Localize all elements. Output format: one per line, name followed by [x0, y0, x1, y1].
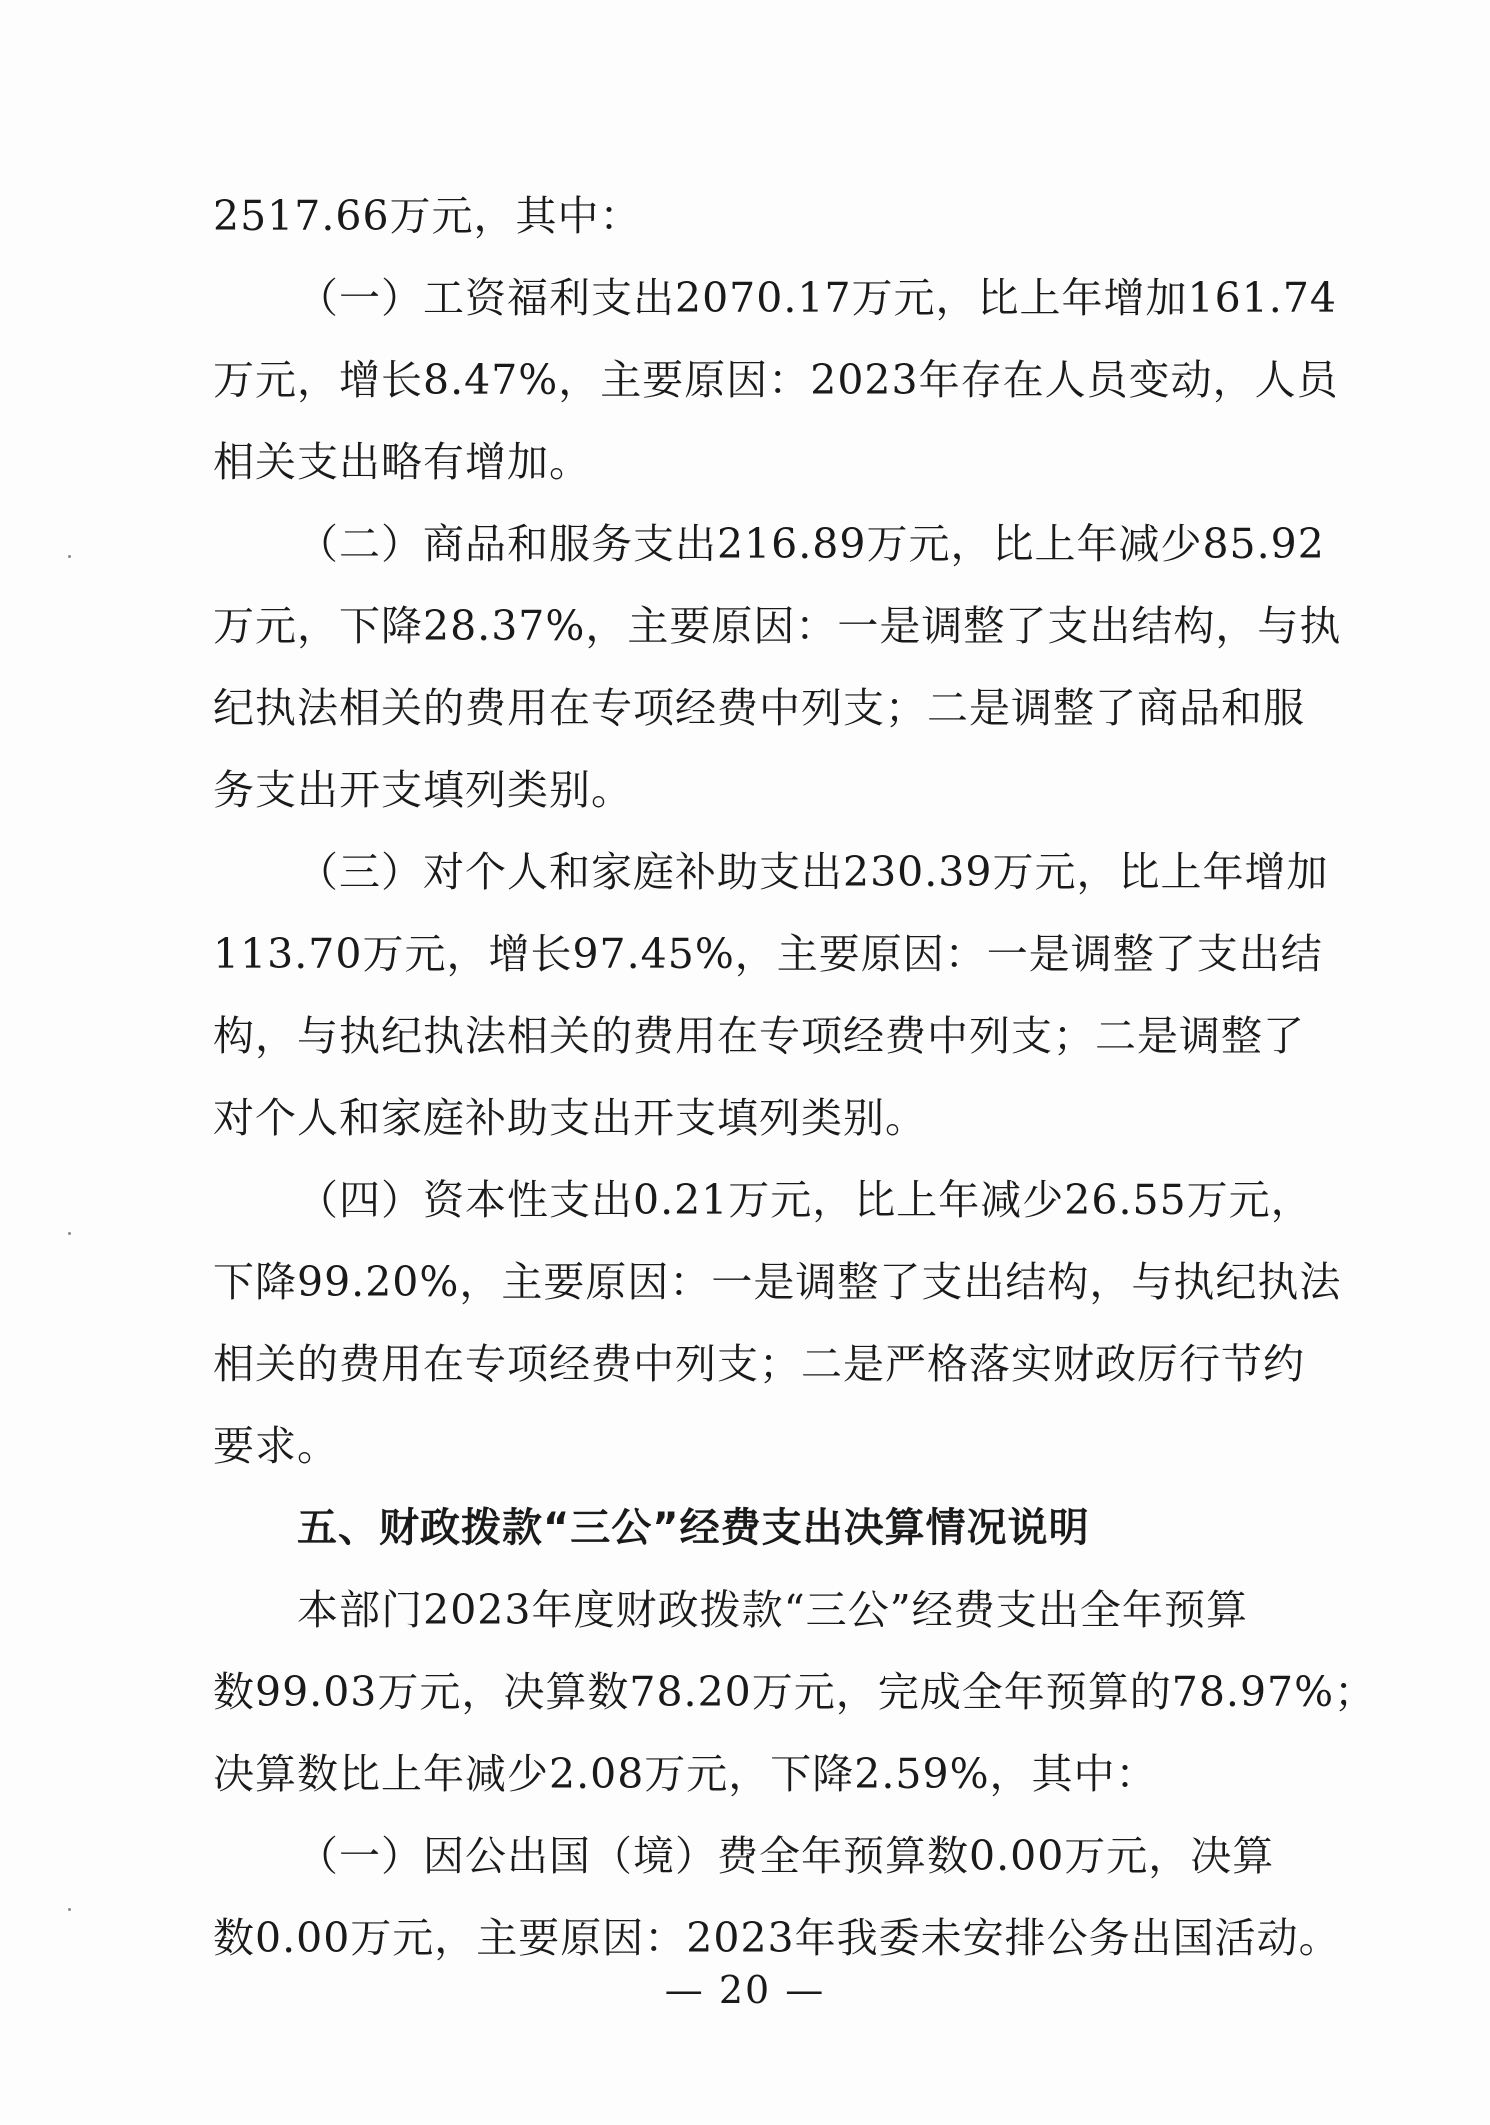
text-line: 相关的费用在专项经费中列支；二是严格落实财政厉行节约 — [213, 1340, 1305, 1388]
text-line: 纪执法相关的费用在专项经费中列支；二是调整了商品和服 — [213, 684, 1305, 732]
text-line: 对个人和家庭补助支出开支填列类别。 — [213, 1094, 927, 1142]
text-line: 万元，下降28.37%，主要原因：一是调整了支出结构，与执 — [213, 602, 1342, 650]
text-line: 下降99.20%，主要原因：一是调整了支出结构，与执纪执法 — [213, 1258, 1342, 1306]
text-line: 数99.03万元，决算数78.20万元，完成全年预算的78.97%； — [213, 1668, 1377, 1716]
text-line: （一）工资福利支出2070.17万元，比上年增加161.74 — [297, 274, 1338, 322]
text-line: 务支出开支填列类别。 — [213, 766, 633, 814]
text-line: 相关支出略有增加。 — [213, 438, 591, 486]
section-heading: 五、财政拨款“三公”经费支出决算情况说明 — [297, 1505, 1090, 1551]
text-line: 决算数比上年减少2.08万元，下降2.59%，其中： — [213, 1750, 1158, 1798]
text-line: （二）商品和服务支出216.89万元，比上年减少85.92 — [297, 520, 1325, 568]
text-line: 数0.00万元，主要原因：2023年我委未安排公务出国活动。 — [213, 1914, 1341, 1962]
text-line: 构，与执纪执法相关的费用在专项经费中列支；二是调整了 — [213, 1012, 1305, 1060]
scan-speck — [68, 1908, 71, 1911]
text-line: 本部门2023年度财政拨款“三公”经费支出全年预算 — [297, 1586, 1248, 1634]
text-line: 要求。 — [213, 1422, 339, 1470]
text-line: （四）资本性支出0.21万元，比上年减少26.55万元， — [297, 1176, 1313, 1224]
page-number: — 20 — — [664, 1968, 826, 2012]
text-line: 113.70万元，增长97.45%，主要原因：一是调整了支出结 — [213, 930, 1323, 978]
scan-speck — [68, 1232, 71, 1235]
text-line: 万元，增长8.47%，主要原因：2023年存在人员变动，人员 — [213, 356, 1339, 404]
text-line: （三）对个人和家庭补助支出230.39万元，比上年增加 — [297, 848, 1329, 896]
text-line: （一）因公出国（境）费全年预算数0.00万元，决算 — [297, 1832, 1275, 1880]
text-line: 2517.66万元，其中： — [213, 192, 642, 240]
scan-speck — [68, 555, 71, 558]
